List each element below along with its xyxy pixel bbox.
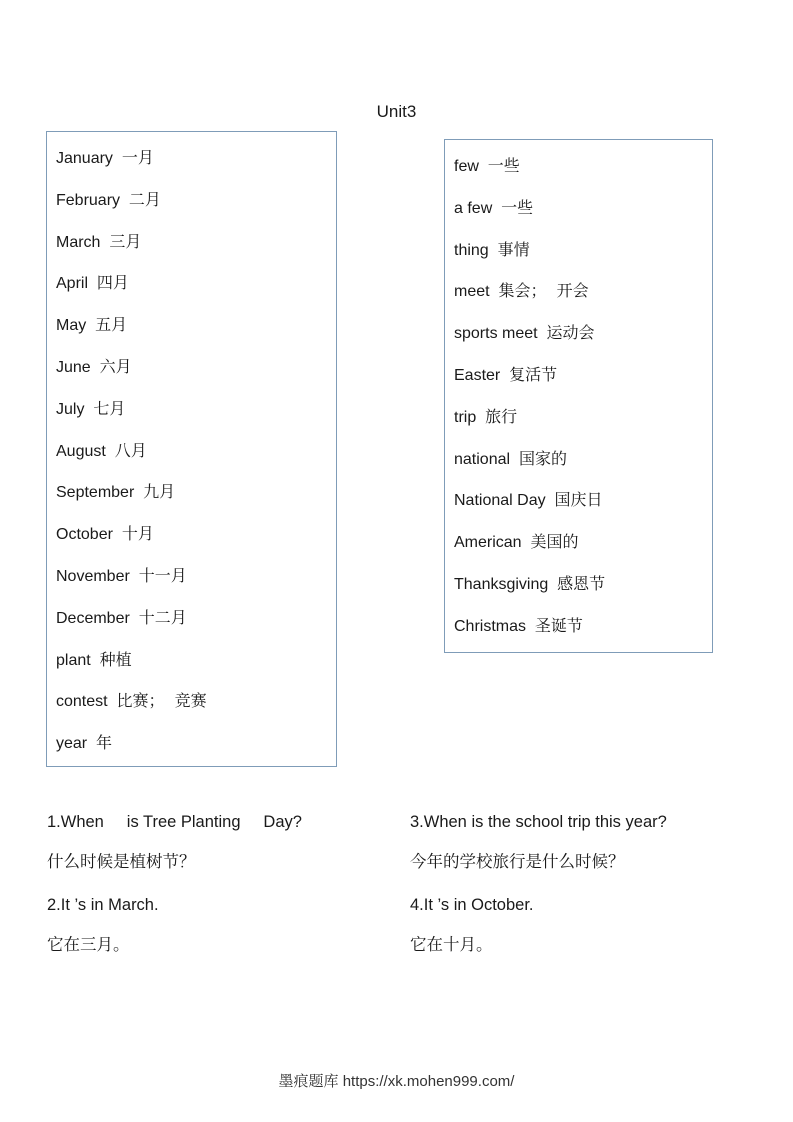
vocab-english: trip: [454, 408, 477, 426]
vocab-item: [454, 449, 567, 470]
vocab-chinese: 一些: [487, 156, 520, 175]
vocab-english: Thanksgiving: [454, 576, 549, 593]
vocab-english: meet: [454, 283, 490, 301]
vocab-item: [56, 691, 207, 712]
vocab-item: [56, 148, 154, 169]
sentence-2-translation: 它在三月。: [47, 936, 130, 954]
vocab-english: year: [56, 735, 88, 753]
sentence-4: 4.It ’s in October.: [410, 896, 534, 914]
vocab-chinese: 十二月: [138, 607, 187, 627]
vocab-english: January: [56, 150, 113, 167]
vocab-item: [454, 281, 589, 302]
vocab-chinese: 运动会: [546, 323, 595, 343]
vocab-english: November: [56, 568, 130, 585]
vocab-chinese: 四月: [96, 273, 129, 293]
sentence-1: 1.When is Tree Planting Day?: [47, 813, 302, 831]
vocab-english: May: [56, 317, 87, 335]
vocab-chinese: 十一月: [138, 566, 187, 585]
vocab-chinese: 美国的: [530, 532, 579, 552]
vocab-item: [454, 616, 583, 637]
vocab-item: [454, 323, 595, 344]
vocab-english: national: [454, 450, 511, 468]
vocab-item: [454, 407, 517, 428]
vocab-item: [454, 240, 530, 261]
vocab-english: March: [56, 233, 101, 251]
vocab-chinese: 五月: [95, 315, 128, 335]
vocab-english: contest: [56, 693, 108, 711]
vocab-english: sports meet: [454, 325, 538, 343]
vocab-chinese: 一月: [121, 148, 154, 167]
vocab-english: February: [56, 191, 121, 209]
vocab-english: Easter: [454, 367, 501, 384]
vocab-item: [56, 482, 175, 503]
vocab-chinese: 一些: [501, 197, 534, 217]
vocab-chinese: 八月: [114, 440, 147, 460]
vocab-item: [56, 733, 112, 754]
vocab-item: [56, 608, 187, 629]
vocab-item: [454, 198, 533, 219]
vocab-chinese: 年: [96, 733, 113, 753]
vocab-english: Christmas: [454, 617, 527, 635]
vocab-item: [56, 273, 129, 294]
vocab-item: [56, 357, 132, 378]
vocab-item: [454, 574, 605, 595]
vocab-english: September: [56, 484, 135, 502]
vocab-english: thing: [454, 241, 489, 259]
vocab-item: [56, 441, 147, 462]
vocab-chinese: 旅行: [485, 406, 518, 426]
vocab-english: plant: [56, 651, 91, 669]
vocab-chinese: 圣诞节: [534, 615, 583, 635]
vocab-chinese: 集会； 开会: [498, 281, 589, 301]
sentence-3: 3.When is the school trip this year?: [410, 813, 667, 831]
sentence-1-translation: 什么时候是植树节？: [47, 853, 196, 871]
vocab-english: October: [56, 526, 113, 544]
vocab-item: [56, 190, 161, 211]
vocab-english: August: [56, 442, 106, 460]
sentence-2: 2.It ’s in March.: [47, 896, 159, 914]
vocab-english: American: [454, 534, 522, 552]
vocab-chinese: 国庆日: [554, 490, 603, 510]
vocab-item: [454, 156, 520, 177]
vocab-chinese: 十月: [121, 524, 154, 544]
vocab-chinese: 二月: [128, 189, 161, 209]
vocab-item: [454, 365, 557, 386]
vocab-english: National Day: [454, 492, 546, 510]
vocab-item: [56, 524, 154, 545]
vocab-item: [56, 399, 125, 420]
vocab-chinese: 国家的: [518, 448, 567, 468]
footer-watermark: 墨痕题库 https://xk.mohen999.com/: [278, 1073, 515, 1090]
vocab-chinese: 事情: [497, 239, 530, 259]
vocab-chinese: 六月: [99, 357, 132, 376]
vocab-item: [454, 532, 578, 553]
sentence-3-translation: 今年的学校旅行是什么时候？: [410, 853, 625, 871]
vocab-chinese: 比赛； 竞赛: [116, 691, 207, 711]
sentence-4-translation: 它在十月。: [410, 936, 493, 954]
vocab-chinese: 三月: [109, 231, 142, 251]
vocab-english: few: [454, 158, 479, 175]
vocab-item: [454, 490, 603, 511]
page-title: Unit3: [376, 102, 417, 121]
vocab-chinese: 复活节: [509, 365, 558, 384]
vocab-item: [56, 566, 187, 587]
vocab-english: a few: [454, 199, 493, 217]
vocab-item: [56, 232, 141, 253]
vocab-item: [56, 315, 127, 336]
vocab-chinese: 种植: [99, 649, 132, 669]
vocab-chinese: 九月: [143, 482, 176, 502]
vocab-english: July: [56, 400, 85, 418]
vocab-english: April: [56, 275, 89, 293]
vocab-item: [56, 650, 132, 671]
vocab-english: June: [56, 359, 91, 376]
vocab-english: December: [56, 609, 130, 627]
vocab-chinese: 感恩节: [557, 574, 606, 593]
vocab-chinese: 七月: [93, 398, 126, 418]
